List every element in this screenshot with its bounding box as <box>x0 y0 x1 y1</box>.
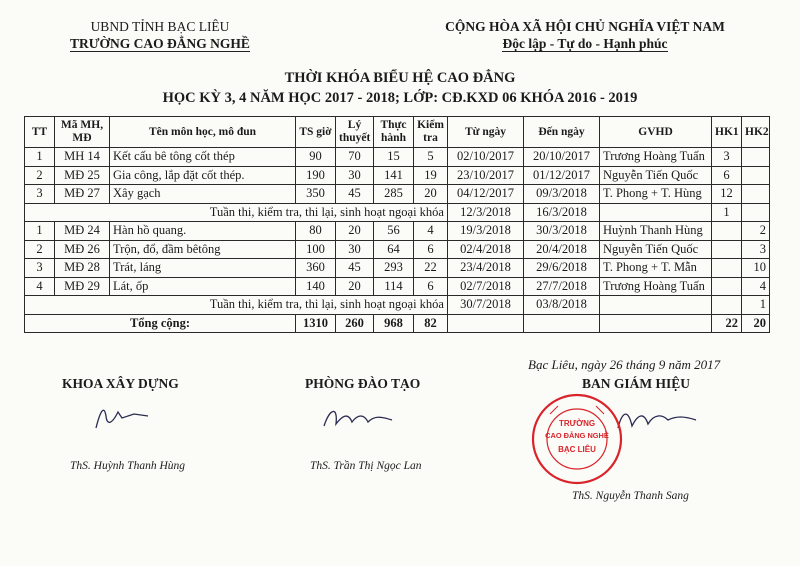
cell-teacher: Nguyễn Tiến Quốc <box>600 166 712 185</box>
cell-from-date: 23/4/2018 <box>448 259 524 278</box>
total-practice: 968 <box>374 314 414 333</box>
total-hk2: 20 <box>742 314 770 333</box>
cell-hk2: 1 <box>742 296 770 315</box>
exam-week-label: Tuần thi, kiểm tra, thi lại, sinh hoạt ngoại khóa <box>25 296 448 315</box>
cell-total-hours: 350 <box>296 185 336 204</box>
doc-subtitle: HỌC KỲ 3, 4 NĂM HỌC 2017 - 2018; LỚP: CĐ.KXD 06 KHÓA 2016 - 2019 <box>162 90 638 106</box>
exam-week-row <box>25 296 770 315</box>
cell-total-hours: 80 <box>296 222 336 241</box>
cell-teacher: T. Phong + T. Hùng <box>600 185 712 204</box>
cell-exam: 22 <box>414 259 448 278</box>
cell-practice: 56 <box>374 222 414 241</box>
signature-name-middle: ThS. Trần Thị Ngọc Lan <box>310 460 422 472</box>
cell-practice: 64 <box>374 240 414 259</box>
cell-practice: 293 <box>374 259 414 278</box>
cell-from-date: 30/7/2018 <box>448 296 524 315</box>
cell-total-hours: 360 <box>296 259 336 278</box>
table-row <box>25 166 770 185</box>
cell-tt: 2 <box>25 166 55 185</box>
col-header-subject: Tên môn học, mô đun <box>110 117 296 148</box>
cell-total-hours: 100 <box>296 240 336 259</box>
table-row <box>25 277 770 296</box>
col-header-theory: Lý thuyết <box>336 117 374 148</box>
cell-practice: 141 <box>374 166 414 185</box>
cell-hk1: 1 <box>712 203 742 222</box>
cell-total-hours: 140 <box>296 277 336 296</box>
date-line: Bạc Liêu, ngày 26 tháng 9 năm 2017 <box>528 357 721 372</box>
cell-to-date: 16/3/2018 <box>524 203 600 222</box>
cell-hk1 <box>712 240 742 259</box>
cell-from-date: 12/3/2018 <box>448 203 524 222</box>
cell-teacher: Nguyễn Tiến Quốc <box>600 240 712 259</box>
col-header-from-date: Từ ngày <box>448 117 524 148</box>
table-header-row <box>25 117 770 148</box>
cell-theory: 20 <box>336 277 374 296</box>
cell-code: MĐ 26 <box>55 240 110 259</box>
signature-name-left: ThS. Huỳnh Thanh Hùng <box>70 460 186 472</box>
cell-from-date: 04/12/2017 <box>448 185 524 204</box>
cell-to-date: 09/3/2018 <box>524 185 600 204</box>
cell-tt: 1 <box>25 148 55 167</box>
cell-theory: 45 <box>336 259 374 278</box>
cell-subject: Trát, láng <box>110 259 296 278</box>
cell-to-date: 20/10/2017 <box>524 148 600 167</box>
cell-exam: 6 <box>414 240 448 259</box>
cell-exam: 20 <box>414 185 448 204</box>
cell-theory: 30 <box>336 166 374 185</box>
total-theory: 260 <box>336 314 374 333</box>
cell-exam: 6 <box>414 277 448 296</box>
cell-subject: Kết cấu bê tông cốt thép <box>110 148 296 167</box>
national-motto: Độc lập - Tự do - Hạnh phúc <box>502 36 668 51</box>
cell-hk1 <box>712 296 742 315</box>
cell-hk1 <box>712 277 742 296</box>
exam-week-label: Tuần thi, kiểm tra, thi lại, sinh hoạt ngoại khóa <box>25 203 448 222</box>
cell-hk2 <box>742 166 770 185</box>
cell-to-date: 29/6/2018 <box>524 259 600 278</box>
total-empty <box>524 314 600 333</box>
cell-practice: 114 <box>374 277 414 296</box>
svg-text:TRƯỜNG: TRƯỜNG <box>558 419 596 428</box>
cell-hk2 <box>742 203 770 222</box>
cell-subject: Trộn, đổ, đầm bêtông <box>110 240 296 259</box>
cell-from-date: 19/3/2018 <box>448 222 524 241</box>
col-header-exam: Kiểm tra <box>414 117 448 148</box>
cell-code: MĐ 27 <box>55 185 110 204</box>
total-hours: 1310 <box>296 314 336 333</box>
cell-subject: Lát, ốp <box>110 277 296 296</box>
col-header-to-date: Đến ngày <box>524 117 600 148</box>
province-name: UBND TỈNH BẠC LIÊU <box>90 19 230 34</box>
cell-teacher: Trương Hoàng Tuấn <box>600 277 712 296</box>
cell-to-date: 27/7/2018 <box>524 277 600 296</box>
cell-teacher: T. Phong + T. Mẫn <box>600 259 712 278</box>
cell-from-date: 02/7/2018 <box>448 277 524 296</box>
col-header-practice: Thực hành <box>374 117 414 148</box>
cell-hk1: 12 <box>712 185 742 204</box>
cell-tt: 3 <box>25 259 55 278</box>
cell-hk1: 6 <box>712 166 742 185</box>
cell-theory: 30 <box>336 240 374 259</box>
table-row <box>25 259 770 278</box>
signature-scribble-middle <box>318 400 398 440</box>
signature-title-left: KHOA XÂY DỰNG <box>62 376 179 391</box>
signature-scribble-left <box>88 398 158 438</box>
national-title: CỘNG HÒA XÃ HỘI CHỦ NGHĨA VIỆT NAM <box>445 19 725 34</box>
cell-to-date: 20/4/2018 <box>524 240 600 259</box>
cell-theory: 20 <box>336 222 374 241</box>
cell-exam: 19 <box>414 166 448 185</box>
cell-subject: Gia công, lắp đặt cốt thép. <box>110 166 296 185</box>
exam-week-row <box>25 203 770 222</box>
cell-theory: 45 <box>336 185 374 204</box>
signature-title-middle: PHÒNG ĐÀO TẠO <box>305 376 421 391</box>
cell-hk1 <box>712 222 742 241</box>
svg-text:BẠC LIÊU: BẠC LIÊU <box>558 445 596 454</box>
cell-hk2: 3 <box>742 240 770 259</box>
signature-title-right: BAN GIÁM HIỆU <box>582 376 691 391</box>
total-exam: 82 <box>414 314 448 333</box>
svg-text:CAO ĐẲNG NGHỀ: CAO ĐẲNG NGHỀ <box>545 431 609 440</box>
cell-hk2: 2 <box>742 222 770 241</box>
cell-total-hours: 90 <box>296 148 336 167</box>
total-empty <box>448 314 524 333</box>
total-row <box>25 314 770 333</box>
cell-practice: 285 <box>374 185 414 204</box>
cell-hk2: 10 <box>742 259 770 278</box>
cell-to-date: 01/12/2017 <box>524 166 600 185</box>
table-row <box>25 148 770 167</box>
cell-teacher: Huỳnh Thanh Hùng <box>600 222 712 241</box>
col-header-hk2: HK2 <box>742 117 770 148</box>
cell-tt: 4 <box>25 277 55 296</box>
cell-hk2 <box>742 148 770 167</box>
total-label: Tổng cộng: <box>25 314 296 333</box>
cell-teacher <box>600 203 712 222</box>
cell-from-date: 02/10/2017 <box>448 148 524 167</box>
cell-practice: 15 <box>374 148 414 167</box>
school-seal-stamp <box>530 392 624 486</box>
total-empty <box>600 314 712 333</box>
col-header-teacher: GVHD <box>600 117 712 148</box>
table-row <box>25 222 770 241</box>
cell-code: MH 14 <box>55 148 110 167</box>
cell-code: MĐ 24 <box>55 222 110 241</box>
cell-exam: 5 <box>414 148 448 167</box>
cell-hk2 <box>742 185 770 204</box>
cell-to-date: 30/3/2018 <box>524 222 600 241</box>
cell-theory: 70 <box>336 148 374 167</box>
signature-name-right: ThS. Nguyễn Thanh Sang <box>572 490 689 502</box>
cell-teacher <box>600 296 712 315</box>
school-name: TRƯỜNG CAO ĐẲNG NGHỀ <box>70 36 250 51</box>
cell-teacher: Trương Hoàng Tuấn <box>600 148 712 167</box>
table-row <box>25 240 770 259</box>
cell-code: MĐ 29 <box>55 277 110 296</box>
signature-scribble-right <box>612 402 702 442</box>
cell-hk1: 3 <box>712 148 742 167</box>
col-header-code: Mã MH, MĐ <box>55 117 110 148</box>
cell-exam: 4 <box>414 222 448 241</box>
cell-subject: Hàn hồ quang. <box>110 222 296 241</box>
header-left <box>60 18 260 52</box>
cell-tt: 2 <box>25 240 55 259</box>
cell-tt: 1 <box>25 222 55 241</box>
col-header-tt: TT <box>25 117 55 148</box>
cell-code: MĐ 25 <box>55 166 110 185</box>
header-right <box>420 18 750 52</box>
cell-code: MĐ 28 <box>55 259 110 278</box>
table-row <box>25 185 770 204</box>
cell-total-hours: 190 <box>296 166 336 185</box>
cell-to-date: 03/8/2018 <box>524 296 600 315</box>
cell-tt: 3 <box>25 185 55 204</box>
total-hk1: 22 <box>712 314 742 333</box>
timetable <box>24 116 770 333</box>
cell-subject: Xây gạch <box>110 185 296 204</box>
cell-hk2: 4 <box>742 277 770 296</box>
doc-title: THỜI KHÓA BIỂU HỆ CAO ĐẲNG <box>284 70 516 86</box>
cell-hk1 <box>712 259 742 278</box>
col-header-hk1: HK1 <box>712 117 742 148</box>
cell-from-date: 23/10/2017 <box>448 166 524 185</box>
cell-from-date: 02/4/2018 <box>448 240 524 259</box>
col-header-total-hours: TS giờ <box>296 117 336 148</box>
